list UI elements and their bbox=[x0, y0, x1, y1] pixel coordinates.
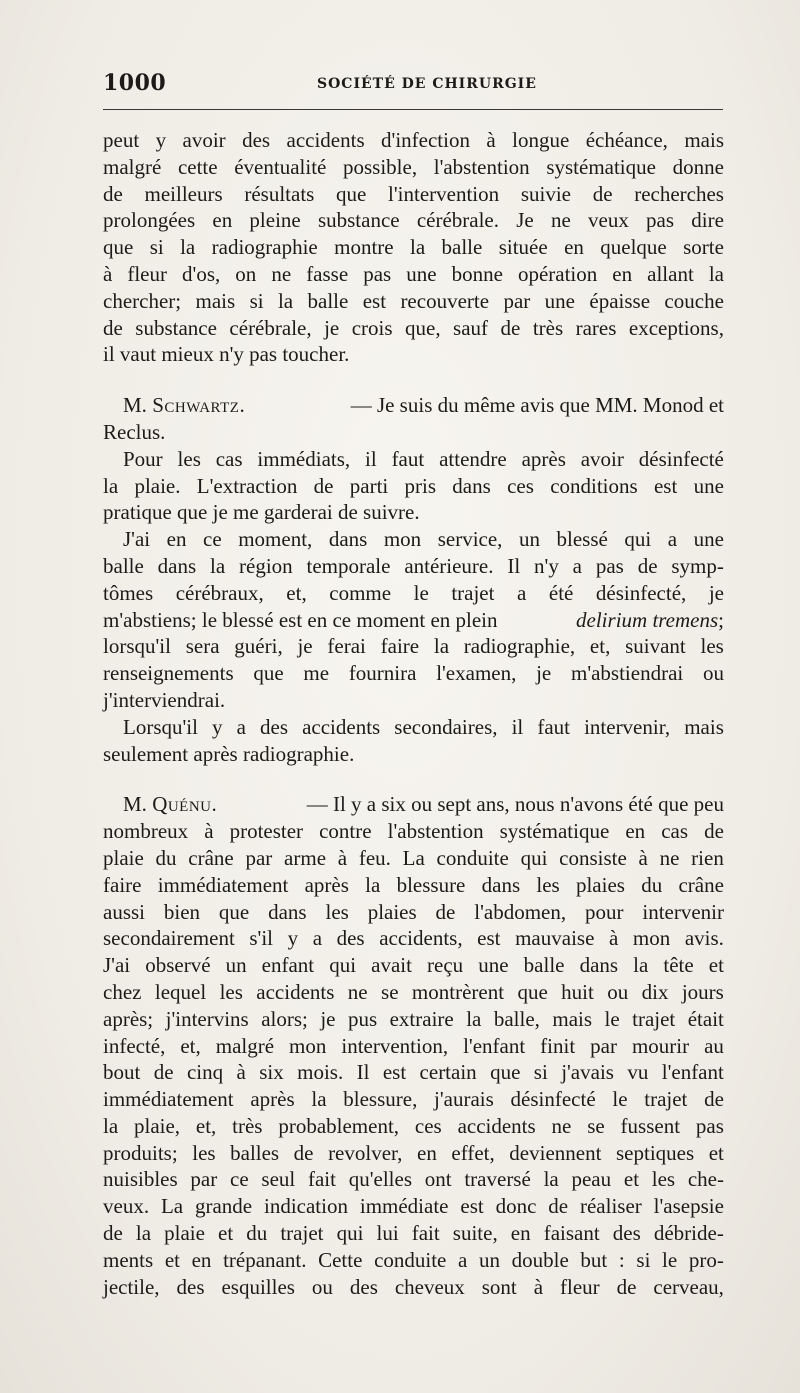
speaker-line-rest: — Je suis du même avis que MM. Monod et bbox=[350, 393, 724, 418]
speaker-label bbox=[123, 392, 245, 419]
speaker-label bbox=[123, 791, 217, 818]
text-line: nombreux à protester contre l'abstention systématique en cas de bbox=[103, 819, 724, 844]
paragraph-5 bbox=[103, 714, 724, 768]
text-line: de la plaie et du trajet qui lui fait suite, en faisant des débride- bbox=[103, 1221, 724, 1246]
text-line: de meilleurs résultats que l'intervention suivie de recherches bbox=[103, 181, 724, 206]
text-line: balle dans la région temporale antérieure. Il n'y a pas de symp- bbox=[103, 553, 724, 578]
text-segment: m'abstiens; le blessé est en ce moment en plein bbox=[103, 607, 498, 632]
speaker-line-rest: — Il y a six ou sept ans, nous n'avons été que peu bbox=[306, 792, 724, 817]
text-line: pratique que je me garderai de suivre. bbox=[103, 500, 420, 525]
speaker-prefix: M. bbox=[123, 393, 147, 418]
paragraph-1 bbox=[103, 127, 724, 368]
text-line: il vaut mieux n'y pas toucher. bbox=[103, 342, 350, 367]
text-line: la plaie. L'extraction de parti pris dans ces conditions est une bbox=[103, 473, 724, 498]
running-head: SOCIÉTÉ DE CHIRURGIE bbox=[317, 76, 537, 92]
text-line: malgré cette éventualité possible, l'abstention systématique donne bbox=[103, 154, 724, 179]
text-line: chercher; mais si la balle est recouverte par une épaisse couche bbox=[103, 288, 724, 313]
text-line: infecté, et, malgré mon intervention, l'enfant finit par mourir au bbox=[103, 1033, 724, 1058]
text-line: que si la radiographie montre la balle située en quelque sorte bbox=[103, 235, 724, 260]
text-segment: ; bbox=[718, 607, 724, 632]
paragraph-3 bbox=[103, 446, 724, 526]
body-text bbox=[103, 127, 724, 1300]
text-line: aussi bien que dans les plaies de l'abdomen, pour intervenir bbox=[103, 899, 724, 924]
text-line: J'ai observé un enfant qui avait reçu une balle dans la tête et bbox=[103, 953, 724, 978]
speaker-quenu bbox=[103, 791, 724, 1300]
text-line: immédiatement après la blessure, j'aurais désinfecté le trajet de bbox=[103, 1087, 724, 1112]
speaker-schwartz bbox=[103, 392, 724, 446]
text-line: secondairement s'il y a des accidents, est mauvaise à mon avis. bbox=[103, 926, 724, 951]
text-line: la plaie, et, très probablement, ces accidents ne se fussent pas bbox=[103, 1113, 724, 1138]
text-line: Pour les cas immédiats, il faut attendre après avoir désinfecté bbox=[123, 446, 724, 471]
text-line: de substance cérébrale, je crois que, sauf de très rares exceptions, bbox=[103, 315, 724, 340]
text-line: tômes cérébraux, et, comme le trajet a été désinfecté, je bbox=[103, 580, 724, 605]
text-line: j'interviendrai. bbox=[103, 687, 226, 712]
italic-phrase-wrap bbox=[576, 607, 724, 634]
speaker-name: Schwartz. bbox=[152, 393, 246, 418]
speaker-prefix: M. bbox=[123, 792, 147, 817]
text-line: lorsqu'il sera guéri, je ferai faire la radiographie, et, suivant les bbox=[103, 634, 724, 659]
text-line: après; j'intervins alors; je pus extraire la balle, mais le trajet était bbox=[103, 1006, 724, 1031]
text-line: prolongées en pleine substance cérébrale. Je ne veux pas dire bbox=[103, 208, 724, 233]
page-number: 1000 bbox=[103, 70, 167, 96]
text-line: chez lequel les accidents ne se montrèrent que huit ou dix jours bbox=[103, 979, 724, 1004]
text-line: ments et en trépanant. Cette conduite a un double but : si le pro- bbox=[103, 1247, 724, 1272]
speaker-name: Quénu. bbox=[152, 792, 218, 817]
section-gap bbox=[103, 767, 724, 791]
text-line: faire immédiatement après la blessure dans les plaies du crâne bbox=[103, 872, 724, 897]
speaker-line bbox=[103, 392, 724, 419]
text-line: seulement après radiographie. bbox=[103, 741, 355, 766]
page-header bbox=[103, 70, 723, 100]
text-line: J'ai en ce moment, dans mon service, un blessé qui a une bbox=[123, 527, 724, 552]
text-line: produits; les balles de revolver, en effet, deviennent septiques et bbox=[103, 1140, 724, 1165]
speaker-line bbox=[103, 791, 724, 818]
text-line: Lorsqu'il y a des accidents secondaires, il faut intervenir, mais bbox=[123, 714, 724, 739]
text-line-with-italic bbox=[103, 607, 724, 634]
text-line: bout de cinq à six mois. Il est certain que si j'avais vu l'enfant bbox=[103, 1060, 724, 1085]
text-line: veux. La grande indication immédiate est donc de réaliser l'asepsie bbox=[103, 1194, 724, 1219]
text-line: nuisibles par ce seul fait qu'elles ont traversé la peau et les che- bbox=[103, 1167, 724, 1192]
italic-phrase: delirium tremens bbox=[576, 607, 719, 632]
header-rule bbox=[103, 109, 723, 110]
paragraph-4 bbox=[103, 526, 724, 714]
text-line: jectile, des esquilles ou des cheveux sont à fleur de cerveau, bbox=[103, 1274, 724, 1299]
section-gap bbox=[103, 368, 724, 392]
text-line: plaie du crâne par arme à feu. La conduite qui consiste à ne rien bbox=[103, 845, 724, 870]
text-line: Reclus. bbox=[103, 419, 166, 444]
text-line: renseignements que me fournira l'examen, je m'abstiendrai ou bbox=[103, 661, 724, 686]
text-line: à fleur d'os, on ne fasse pas une bonne opération en allant la bbox=[103, 261, 724, 286]
text-line: peut y avoir des accidents d'infection à longue échéance, mais bbox=[103, 128, 724, 152]
